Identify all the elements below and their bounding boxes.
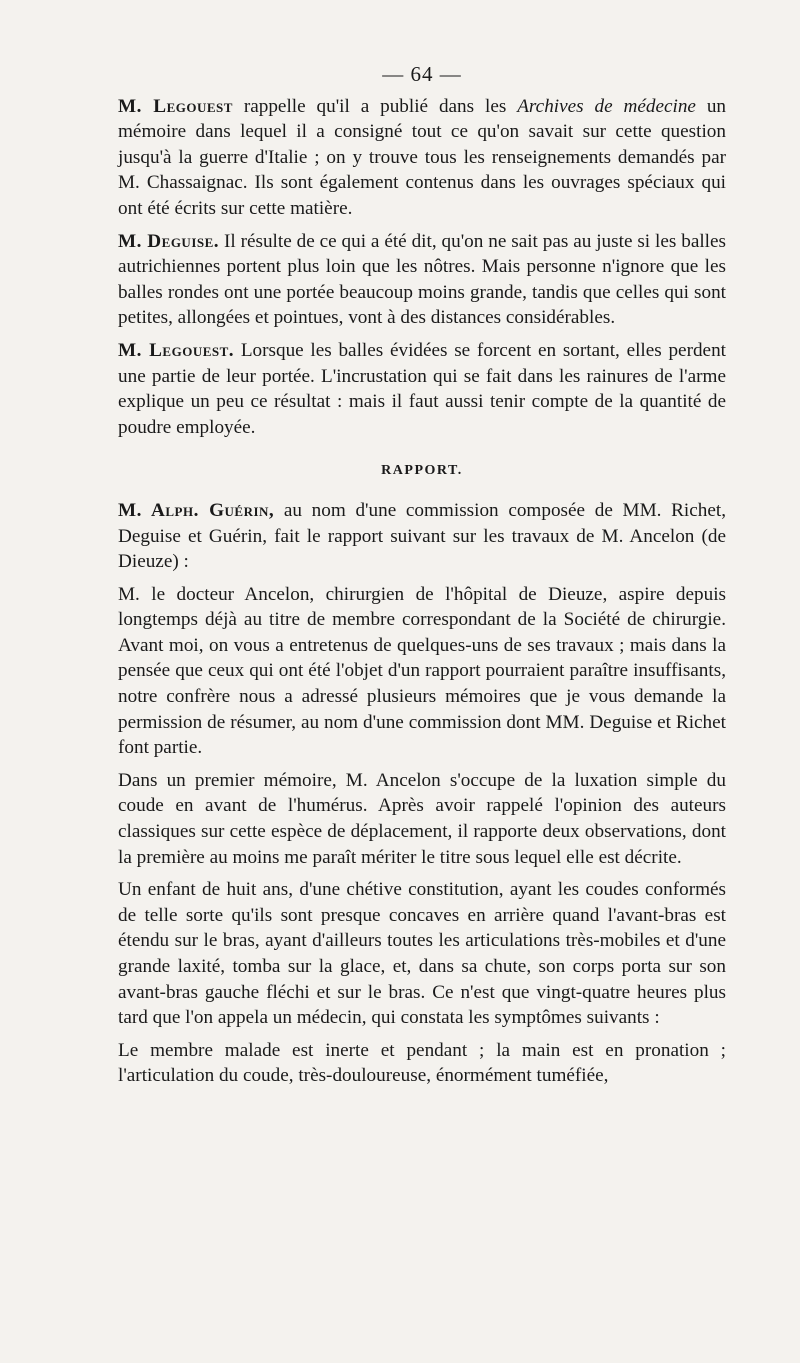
paragraph-body-3: Un enfant de huit ans, d'une chétive constitution, ayant les coudes conformés de telle sorte qu'ils sont presque concaves en arrière quand l'avant-bras est étendu sur le bras, ayant d'ailleurs toutes les articulations très-mobiles et d'une grande laxité, tomba sur la glace, et, dans sa chute, son corps porta sur son avant-bras gauche fléchi et sur le bras. Ce n'est que vingt-quatre heures plus tard que l'on appela un médecin, qui constata les symptômes suivants :	[118, 879, 726, 1029]
text-block	[118, 62, 726, 1096]
paragraph-text: Lorsque les balles évidées se forcent en sortant, elles perdent une partie de leur portée. L'incrustation qui se fait dans les rainures de l'arme explique un peu ce résultat : mais il faut aussi tenir compte de la quantité de poudre employée.	[118, 339, 726, 438]
journal-title: Archives de médecine	[517, 95, 696, 117]
paragraph-text: un mémoire dans lequel il a consigné tout ce qu'on savait sur cette question jusqu'à la guerre d'Italie ; on y trouve tous les renseignements demandés par M. Chassaignac. Ils sont également contenus dans les ouvrages spéciaux qui ont été écrits sur cette matière.	[118, 95, 727, 219]
paragraph-legouest-2	[118, 338, 726, 440]
page-number: — 64 —	[382, 62, 462, 86]
paragraph-text: au nom d'une commission composée de MM. Richet, Deguise et Guérin, fait le rapport suivant sur les travaux de M. Ancelon (de Dieuze) :	[118, 499, 726, 573]
paragraph-text: rappelle qu'il a publié dans les	[232, 95, 518, 117]
paragraph-body-1: M. le docteur Ancelon, chirurgien de l'hôpital de Dieuze, aspire depuis longtemps déjà au titre de membre correspondant de la Société de chirurgie. Avant moi, on vous a entretenus de quelques-uns de ses travaux ; mais dans la pensée que ceux qui ont été l'objet d'un rapport pourraient paraître insuffisants, notre confrère nous a adressé plusieurs mémoires que je vous demande la permission de résumer, au nom d'une commission dont MM. Deguise et Richet font partie.	[118, 583, 726, 759]
speaker-name: M. Alph. Guérin,	[118, 499, 275, 521]
paragraph-text: Il résulte de ce qui a été dit, qu'on ne sait pas au juste si les balles autrichiennes portent plus loin que les nôtres. Mais personne n'ignore que les balles rondes ont une portée beaucoup moins grande, tandis que celles qui sont petites, allongées et pointues, vont à des distances considérables.	[118, 230, 726, 329]
speaker-name: M. Legouest.	[118, 339, 235, 361]
speaker-name: M. Deguise.	[118, 230, 220, 252]
speaker-name: M. Legouest	[118, 95, 233, 117]
section-heading: RAPPORT.	[381, 463, 463, 479]
paragraph-report-intro	[118, 498, 726, 575]
paragraph-deguise	[118, 229, 726, 331]
paragraph-legouest-1	[118, 94, 726, 222]
paragraph-body-2: Dans un premier mémoire, M. Ancelon s'occupe de la luxation simple du coude en avant de l'humérus. Après avoir rappelé l'opinion des auteurs classiques sur cette espèce de déplacement, il rapporte deux observations, dont la première au moins me paraît mériter le titre sous lequel elle est décrite.	[118, 769, 726, 868]
paragraph-body-4: Le membre malade est inerte et pendant ; la main est en pronation ; l'articulation du coude, très-douloureuse, énormément tuméfiée,	[118, 1039, 726, 1087]
